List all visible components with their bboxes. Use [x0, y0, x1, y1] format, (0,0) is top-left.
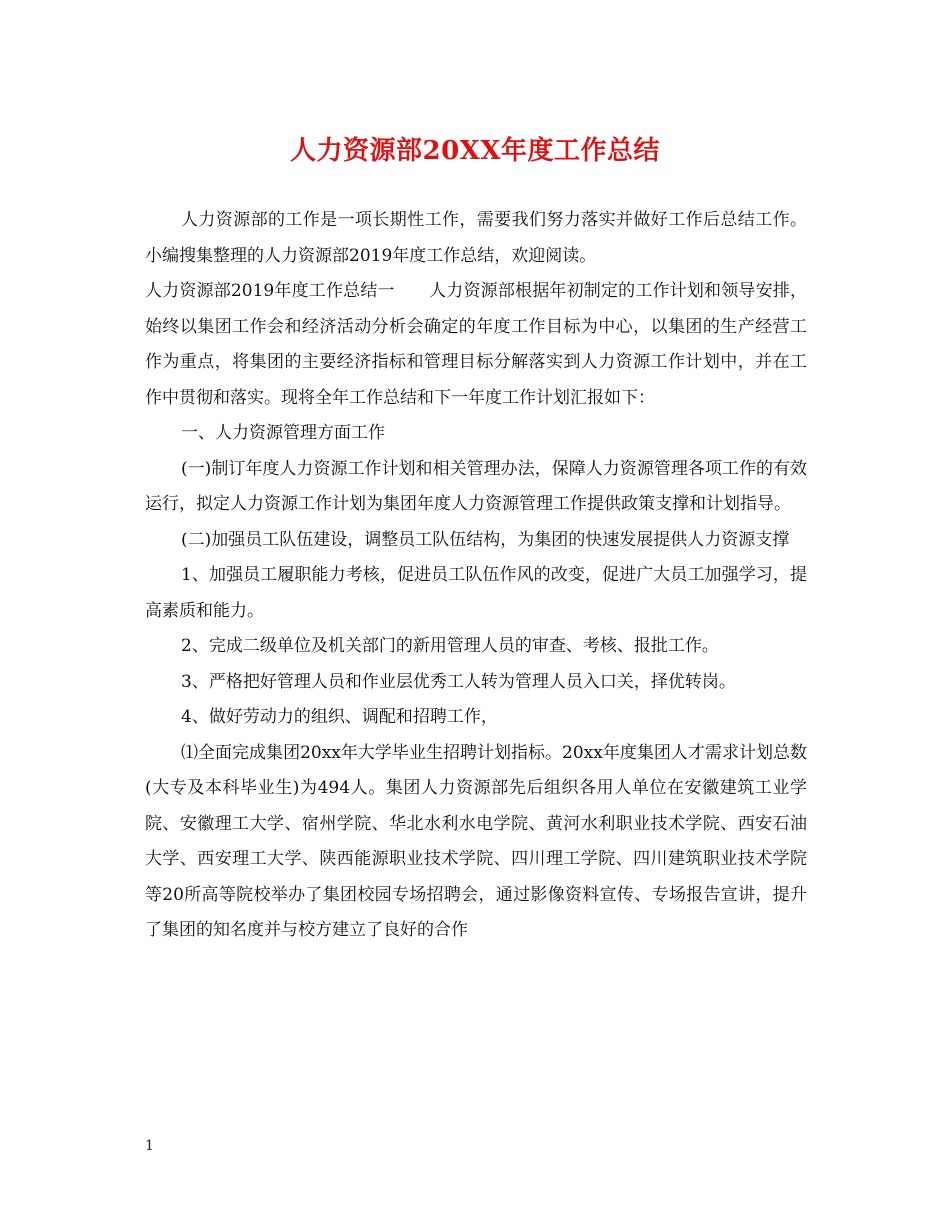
list-item: 2、完成二级单位及机关部门的新用管理人员的审查、考核、报批工作。	[181, 636, 719, 656]
list-item: 3、严格把好管理人员和作业层优秀工人转为管理人员入口关，择优转岗。	[181, 671, 736, 692]
summary-paragraph: 人力资源部2019年度工作总结一 人力资源部根据年初制定的工作计划和领导安排，始终以集团工作会和经济活动分析会确定的年度工作目标为中心，以集团的生产经营工作为重点，将集团的主要经济指标和管理目标分解落实到人力资源工作计划中，并在工作中贯彻和落实。现将全年工作总结和下一年度工作计划汇报如下：	[145, 281, 807, 408]
section-heading: 一、人力资源管理方面工作	[181, 423, 385, 443]
page-number: 1	[145, 1138, 154, 1154]
detail-paragraph: ⑴全面完成集团20xx年大学毕业生招聘计划指标。20xx年度集团人才需求计划总数(大专及本科毕业生)为494人。集团人力资源部先后组织各用人单位在安徽建筑工业学院、安徽理工大学、宿州学院、华北水利水电学院、黄河水利职业技术学院、西安石油大学、西安理工大学、陕西能源职业技术学院、四川理工学院、四川建筑职业技术学院等20所高等院校举办了集团校园专场招聘会，通过影像资料宣传、专场报告宣讲，提升了集团的知名度并与校方建立了良好的合作	[145, 742, 807, 940]
document-title: 人力资源部20XX年度工作总结	[289, 136, 661, 166]
subsection-paragraph: (二)加强员工队伍建设，调整员工队伍结构，为集团的快速发展提供人力资源支撑	[181, 529, 790, 550]
list-item: 1、加强员工履职能力考核，促进员工队伍作风的改变，促进广大员工加强学习，提高素质和能力。	[145, 565, 807, 621]
list-item: 4、做好劳动力的组织、调配和招聘工作，	[181, 707, 498, 727]
document-body	[145, 203, 807, 949]
subsection-paragraph: (一)制订年度人力资源工作计划和相关管理办法，保障人力资源管理各项工作的有效运行，拟定人力资源工作计划为集团年度人力资源管理工作提供政策支撑和计划指导。	[145, 458, 807, 514]
intro-paragraph: 人力资源部的工作是一项长期性工作，需要我们努力落实并做好工作后总结工作。小编搜集整理的人力资源部2019年度工作总结，欢迎阅读。	[145, 210, 807, 266]
